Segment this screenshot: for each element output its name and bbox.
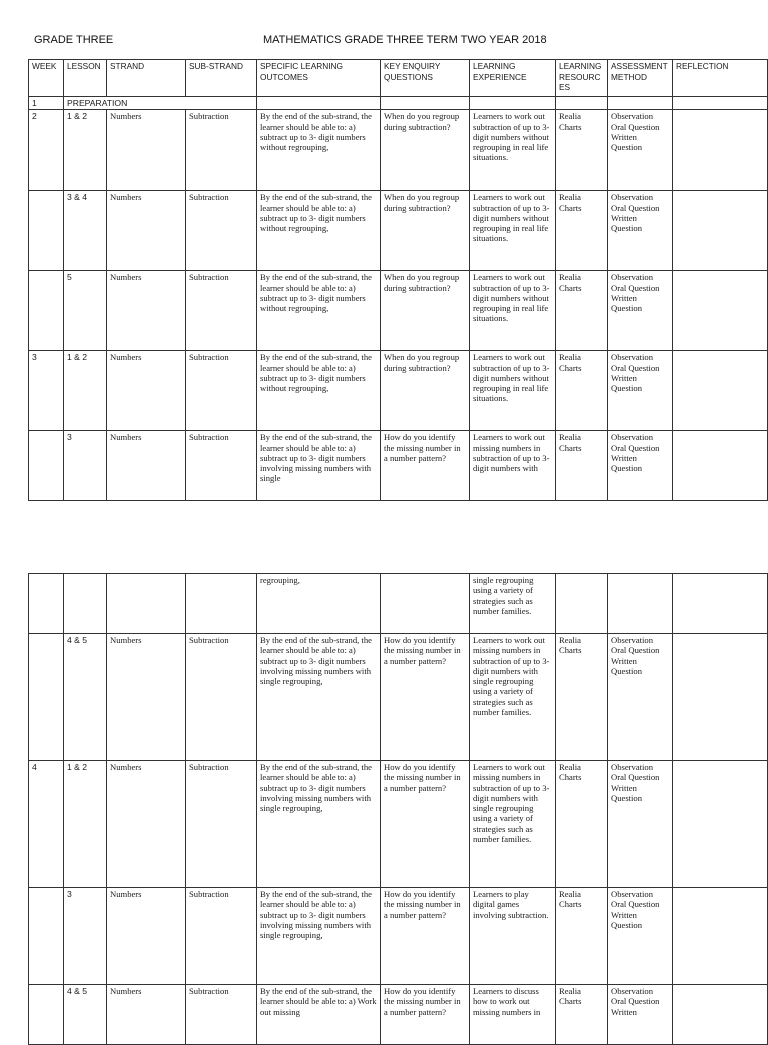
- week-cell: [29, 574, 64, 634]
- sub-strand-cell: [186, 574, 257, 634]
- outcomes-cell: By the end of the sub-strand, the learner should be able to: a) subtract up to 3- digit numbers without regrouping,: [257, 271, 381, 351]
- strand-cell: Numbers: [107, 761, 186, 888]
- reflection-cell: [673, 761, 768, 888]
- experience-cell: Learners to work out missing numbers in subtraction of up to 3- digit numbers with single regrouping using a variety of strategies such as number families.: [470, 634, 556, 761]
- week-cell: [29, 191, 64, 271]
- assessment-cell: Observation Oral Question Written Question: [608, 888, 673, 985]
- table-row: [29, 351, 768, 431]
- outcomes-cell: By the end of the sub-strand, the learner should be able to: a) subtract up to 3- digit numbers involving missing numbers with single regrouping,: [257, 634, 381, 761]
- lesson-cell: 1 & 2: [64, 110, 107, 191]
- lesson-cell: 1 & 2: [64, 761, 107, 888]
- outcomes-cell: regrouping,: [257, 574, 381, 634]
- questions-cell: [381, 574, 470, 634]
- resources-cell: Realia Charts: [556, 191, 608, 271]
- outcomes-cell: By the end of the sub-strand, the learner should be able to: a) subtract up to 3- digit numbers involving missing numbers with single regrouping,: [257, 888, 381, 985]
- reflection-cell: [673, 351, 768, 431]
- outcomes-cell: By the end of the sub-strand, the learner should be able to: a) subtract up to 3- digit numbers involving missing numbers with single regrouping,: [257, 761, 381, 888]
- week-cell: 4: [29, 761, 64, 888]
- experience-cell: single regrouping using a variety of strategies such as number families.: [470, 574, 556, 634]
- reflection-cell: [673, 110, 768, 191]
- col-lesson: LESSON: [64, 60, 107, 97]
- table-row: [29, 431, 768, 501]
- strand-cell: Numbers: [107, 110, 186, 191]
- table-row: [29, 110, 768, 191]
- reflection-cell: [673, 985, 768, 1045]
- strand-cell: Numbers: [107, 351, 186, 431]
- experience-cell: Learners to work out subtraction of up to 3-digit numbers without regrouping in real life situations.: [470, 271, 556, 351]
- reflection-cell: [673, 191, 768, 271]
- resources-cell: Realia Charts: [556, 888, 608, 985]
- questions-cell: When do you regroup during subtraction?: [381, 110, 470, 191]
- strand-cell: Numbers: [107, 191, 186, 271]
- experience-cell: Learners to work out missing numbers in subtraction of up to 3- digit numbers with: [470, 431, 556, 501]
- experience-cell: Learners to work out missing numbers in subtraction of up to 3- digit numbers with single regrouping using a variety of strategies such as number families.: [470, 761, 556, 888]
- resources-cell: Realia Charts: [556, 634, 608, 761]
- sub-strand-cell: Subtraction: [186, 351, 257, 431]
- lesson-cell: 5: [64, 271, 107, 351]
- assessment-cell: Observation Oral Question Written Question: [608, 634, 673, 761]
- sub-strand-cell: Subtraction: [186, 271, 257, 351]
- preparation-row: [29, 97, 768, 110]
- experience-cell: Learners to work out subtraction of up to 3-digit numbers without regrouping in real life situations.: [470, 110, 556, 191]
- resources-cell: Realia Charts: [556, 761, 608, 888]
- reflection-cell: [673, 574, 768, 634]
- week-cell: [29, 431, 64, 501]
- col-week: WEEK: [29, 60, 64, 97]
- assessment-cell: Observation Oral Question Written Question: [608, 271, 673, 351]
- scheme-table-page-1: [28, 59, 768, 501]
- assessment-cell: [608, 574, 673, 634]
- week-cell: 2: [29, 110, 64, 191]
- strand-cell: Numbers: [107, 888, 186, 985]
- sub-strand-cell: Subtraction: [186, 634, 257, 761]
- experience-cell: Learners to play digital games involving subtraction.: [470, 888, 556, 985]
- prep-label: PREPARATION: [64, 97, 257, 110]
- col-sub-strand: SUB-STRAND: [186, 60, 257, 97]
- questions-cell: How do you identify the missing number in a number pattern?: [381, 985, 470, 1045]
- table-row: [29, 985, 768, 1045]
- lesson-cell: 1 & 2: [64, 351, 107, 431]
- week-cell: [29, 271, 64, 351]
- week-cell: 3: [29, 351, 64, 431]
- strand-cell: Numbers: [107, 634, 186, 761]
- assessment-cell: Observation Oral Question Written Question: [608, 431, 673, 501]
- table-row: [29, 761, 768, 888]
- assessment-cell: Observation Oral Question Written Question: [608, 191, 673, 271]
- strand-cell: [107, 574, 186, 634]
- experience-cell: Learners to work out subtraction of up to 3-digit numbers without regrouping in real life situations.: [470, 191, 556, 271]
- reflection-cell: [673, 888, 768, 985]
- resources-cell: Realia Charts: [556, 985, 608, 1045]
- table-row: [29, 574, 768, 634]
- assessment-cell: Observation Oral Question Written: [608, 985, 673, 1045]
- col-questions: KEY ENQUIRY QUESTIONS: [381, 60, 470, 97]
- strand-cell: Numbers: [107, 271, 186, 351]
- reflection-cell: [673, 431, 768, 501]
- lesson-cell: 3 & 4: [64, 191, 107, 271]
- table-row: [29, 888, 768, 985]
- scheme-table-page-2: [28, 573, 768, 1045]
- sub-strand-cell: Subtraction: [186, 431, 257, 501]
- col-reflection: REFLECTION: [673, 60, 768, 97]
- lesson-cell: 3: [64, 431, 107, 501]
- lesson-cell: 3: [64, 888, 107, 985]
- lesson-cell: [64, 574, 107, 634]
- questions-cell: How do you identify the missing number in a number pattern?: [381, 761, 470, 888]
- sub-strand-cell: Subtraction: [186, 888, 257, 985]
- questions-cell: How do you identify the missing number in a number pattern?: [381, 431, 470, 501]
- questions-cell: How do you identify the missing number in a number pattern?: [381, 634, 470, 761]
- prep-week: 1: [29, 97, 64, 110]
- week-cell: [29, 888, 64, 985]
- resources-cell: Realia Charts: [556, 271, 608, 351]
- resources-cell: [556, 574, 608, 634]
- resources-cell: Realia Charts: [556, 351, 608, 431]
- outcomes-cell: By the end of the sub-strand, the learner should be able to: a) subtract up to 3- digit numbers without regrouping,: [257, 351, 381, 431]
- sub-strand-cell: Subtraction: [186, 761, 257, 888]
- col-strand: STRAND: [107, 60, 186, 97]
- sub-strand-cell: Subtraction: [186, 191, 257, 271]
- sub-strand-cell: Subtraction: [186, 110, 257, 191]
- assessment-cell: Observation Oral Question Written Question: [608, 110, 673, 191]
- table-row: [29, 271, 768, 351]
- resources-cell: Realia Charts: [556, 431, 608, 501]
- grade-label: GRADE THREE: [34, 34, 114, 46]
- lesson-cell: 4 & 5: [64, 985, 107, 1045]
- week-cell: [29, 634, 64, 761]
- reflection-cell: [673, 271, 768, 351]
- assessment-cell: Observation Oral Question Written Question: [608, 761, 673, 888]
- strand-cell: Numbers: [107, 985, 186, 1045]
- outcomes-cell: By the end of the sub-strand, the learner should be able to: a) subtract up to 3- digit numbers involving missing numbers with single: [257, 431, 381, 501]
- questions-cell: How do you identify the missing number in a number pattern?: [381, 888, 470, 985]
- week-cell: [29, 985, 64, 1045]
- header-row: [29, 60, 768, 97]
- questions-cell: When do you regroup during subtraction?: [381, 351, 470, 431]
- col-resources: LEARNING RESOURC ES: [556, 60, 608, 97]
- questions-cell: When do you regroup during subtraction?: [381, 191, 470, 271]
- table-row: [29, 634, 768, 761]
- outcomes-cell: By the end of the sub-strand, the learner should be able to: a) subtract up to 3- digit numbers without regrouping,: [257, 110, 381, 191]
- strand-cell: Numbers: [107, 431, 186, 501]
- outcomes-cell: By the end of the sub-strand, the learner should be able to: a) Work out missing: [257, 985, 381, 1045]
- col-experience: LEARNING EXPERIENCE: [470, 60, 556, 97]
- assessment-cell: Observation Oral Question Written Question: [608, 351, 673, 431]
- reflection-cell: [673, 634, 768, 761]
- outcomes-cell: By the end of the sub-strand, the learner should be able to: a) subtract up to 3- digit numbers without regrouping,: [257, 191, 381, 271]
- lesson-cell: 4 & 5: [64, 634, 107, 761]
- resources-cell: Realia Charts: [556, 110, 608, 191]
- document-title: MATHEMATICS GRADE THREE TERM TWO YEAR 2018: [263, 34, 547, 46]
- experience-cell: Learners to work out subtraction of up to 3-digit numbers without regrouping in real life situations.: [470, 351, 556, 431]
- col-assessment: ASSESSMENT METHOD: [608, 60, 673, 97]
- col-outcomes: SPECIFIC LEARNING OUTCOMES: [257, 60, 381, 97]
- questions-cell: When do you regroup during subtraction?: [381, 271, 470, 351]
- experience-cell: Learners to discuss how to work out missing numbers in: [470, 985, 556, 1045]
- table-row: [29, 191, 768, 271]
- sub-strand-cell: Subtraction: [186, 985, 257, 1045]
